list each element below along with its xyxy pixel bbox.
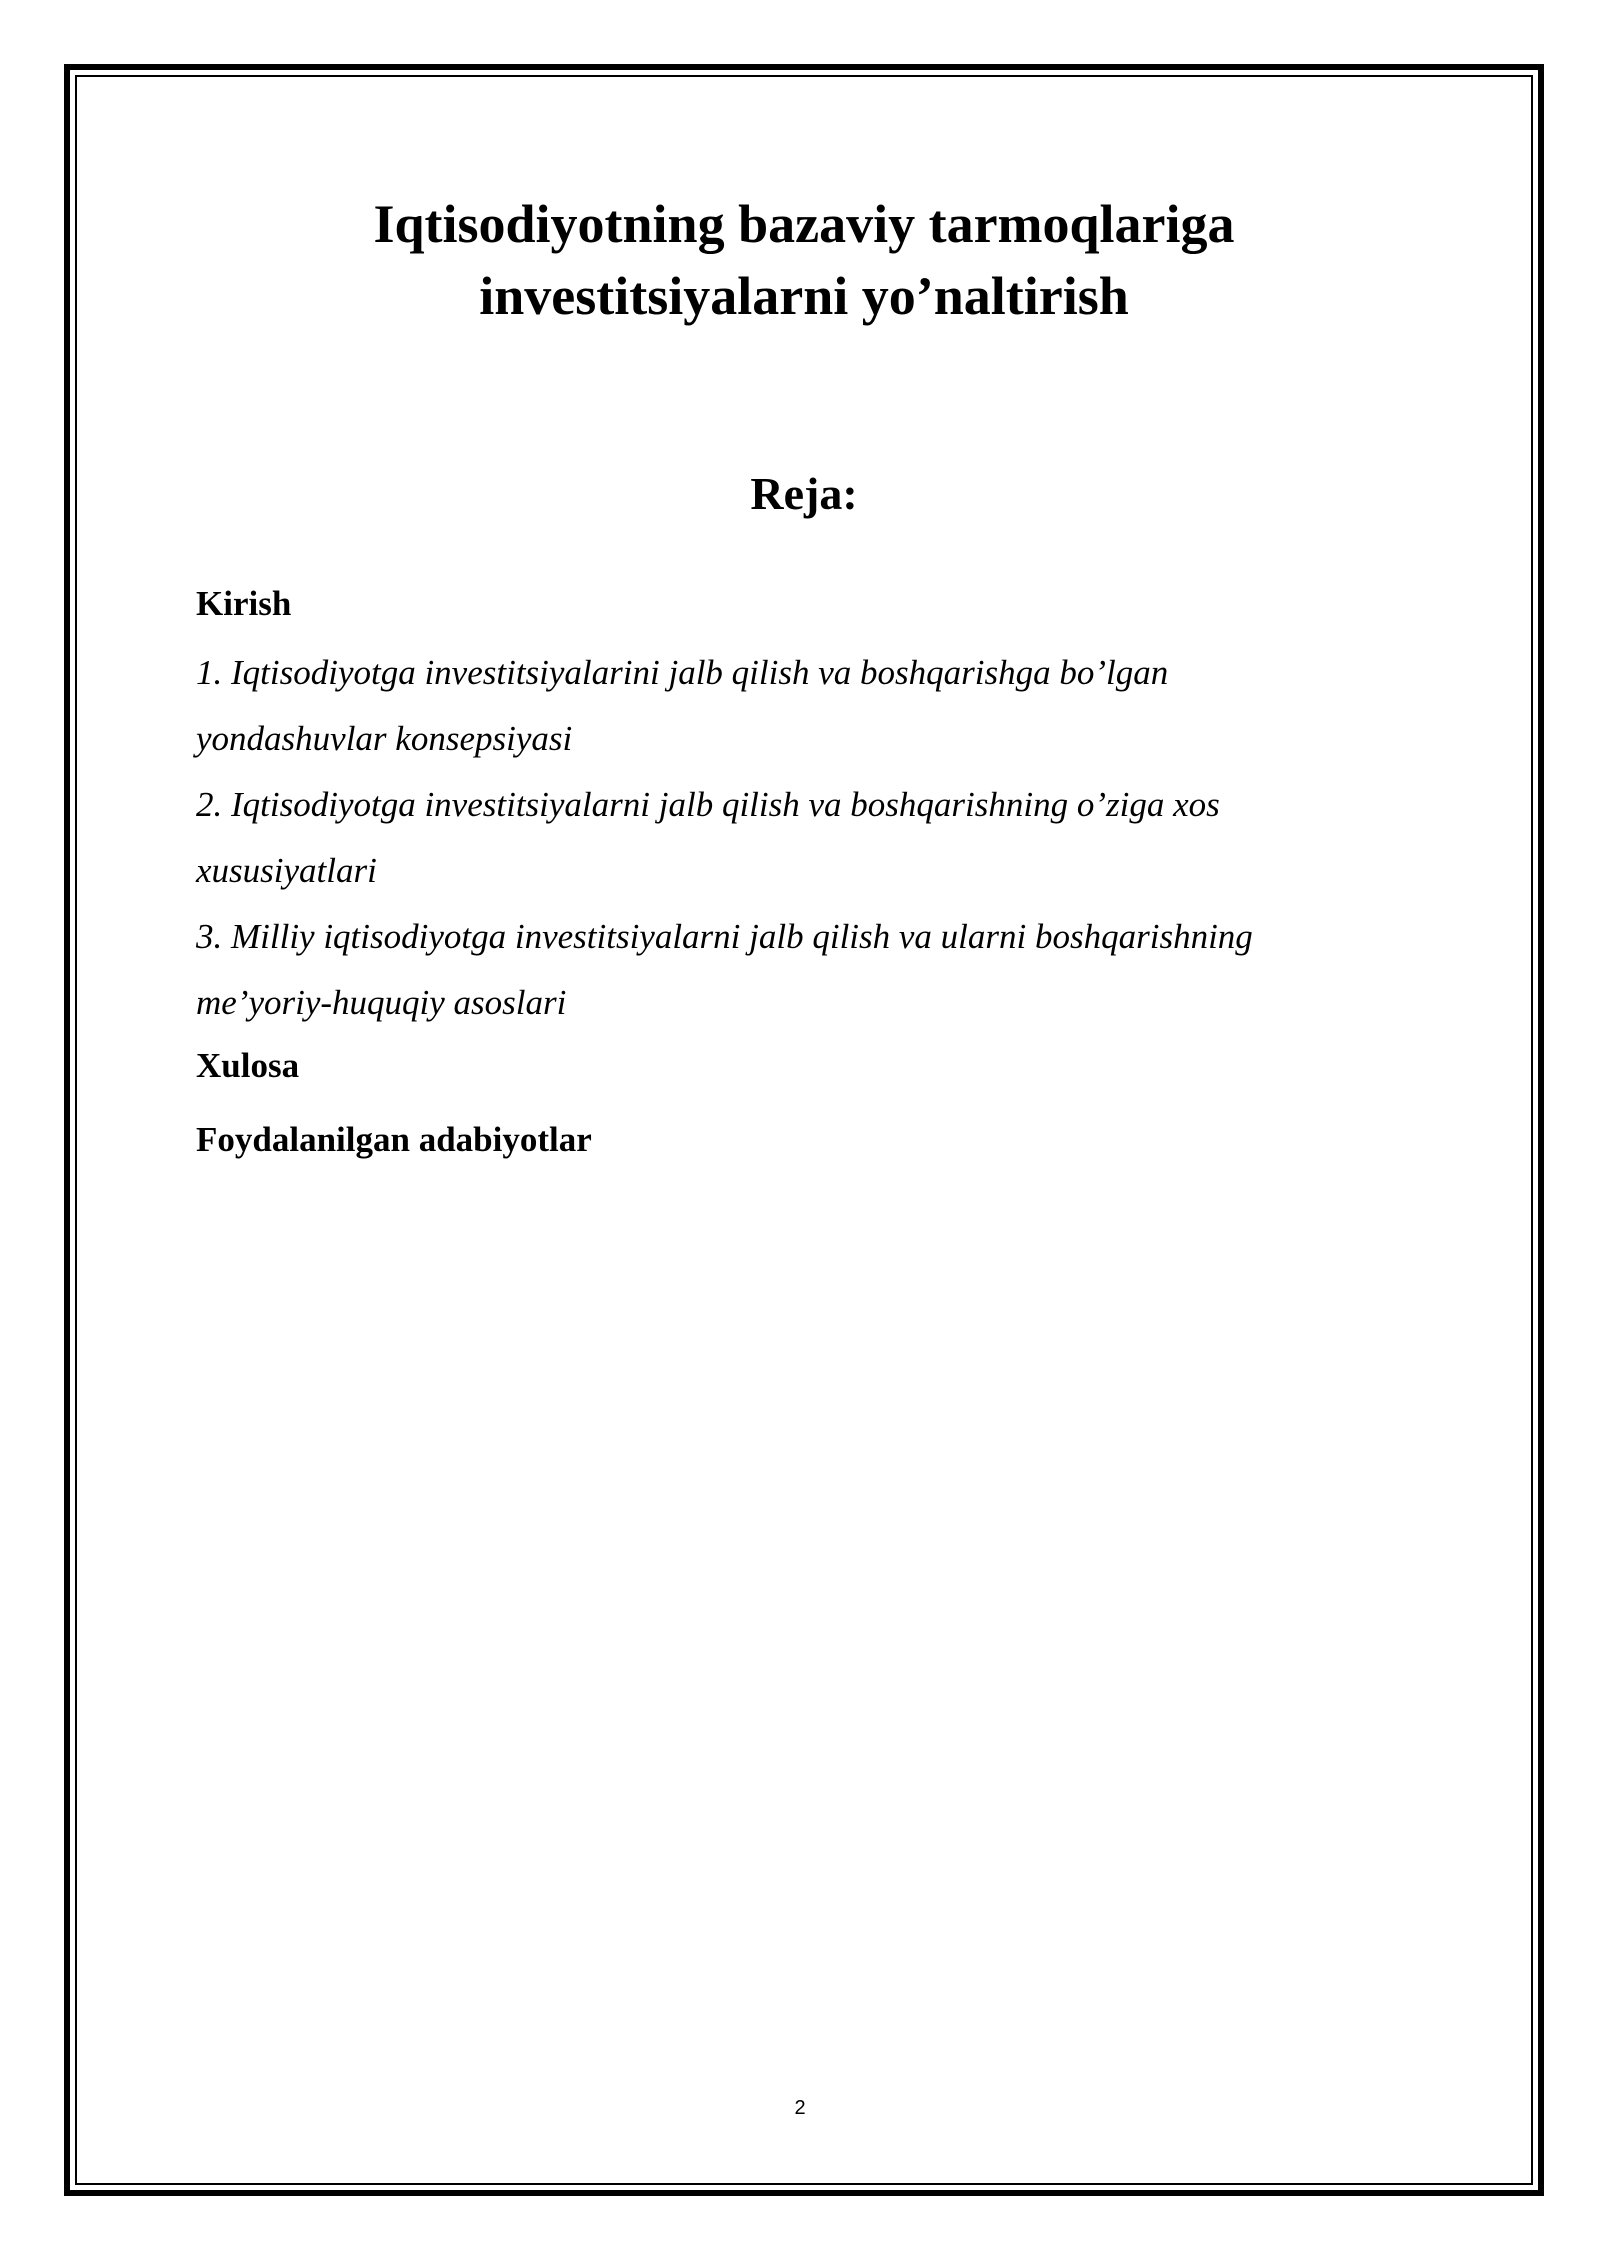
plan-item-3: [196, 904, 1396, 1036]
plan-heading: Reja:: [750, 468, 858, 519]
plan-conclusion: Xulosa: [196, 1046, 300, 1085]
plan-item-3-line-1: 3. Milliy iqtisodiyotga investitsiyalarni jalb qilish va ularni boshqarishning: [196, 917, 1253, 956]
plan-item-2-line-1: 2. Iqtisodiyotga investitsiyalarni jalb qilish va boshqarishning o’ziga xos: [196, 785, 1220, 824]
plan-list: [196, 582, 1396, 1162]
title-line-1: Iqtisodiyotning bazaviy tarmoqlariga: [373, 194, 1235, 254]
plan-item-2-line-2: xususiyatlari: [196, 851, 377, 890]
plan-item-1: [196, 640, 1396, 772]
plan-item-2: [196, 772, 1396, 904]
plan-item-3-line-2: me’yoriy-huquqiy asoslari: [196, 983, 567, 1022]
title-line-2: investitsiyalarni yo’naltirish: [479, 266, 1129, 326]
plan-item-1-line-1: 1. Iqtisodiyotga investitsiyalarini jalb qilish va boshqarishga bo’lgan: [196, 653, 1169, 692]
document-title: [120, 188, 1488, 332]
plan-references: Foydalanilgan adabiyotlar: [196, 1120, 592, 1159]
plan-item-1-line-2: yondashuvlar konsepsiyasi: [196, 719, 573, 758]
page-number: 2: [794, 2097, 806, 2119]
plan-intro: Kirish: [196, 584, 292, 623]
